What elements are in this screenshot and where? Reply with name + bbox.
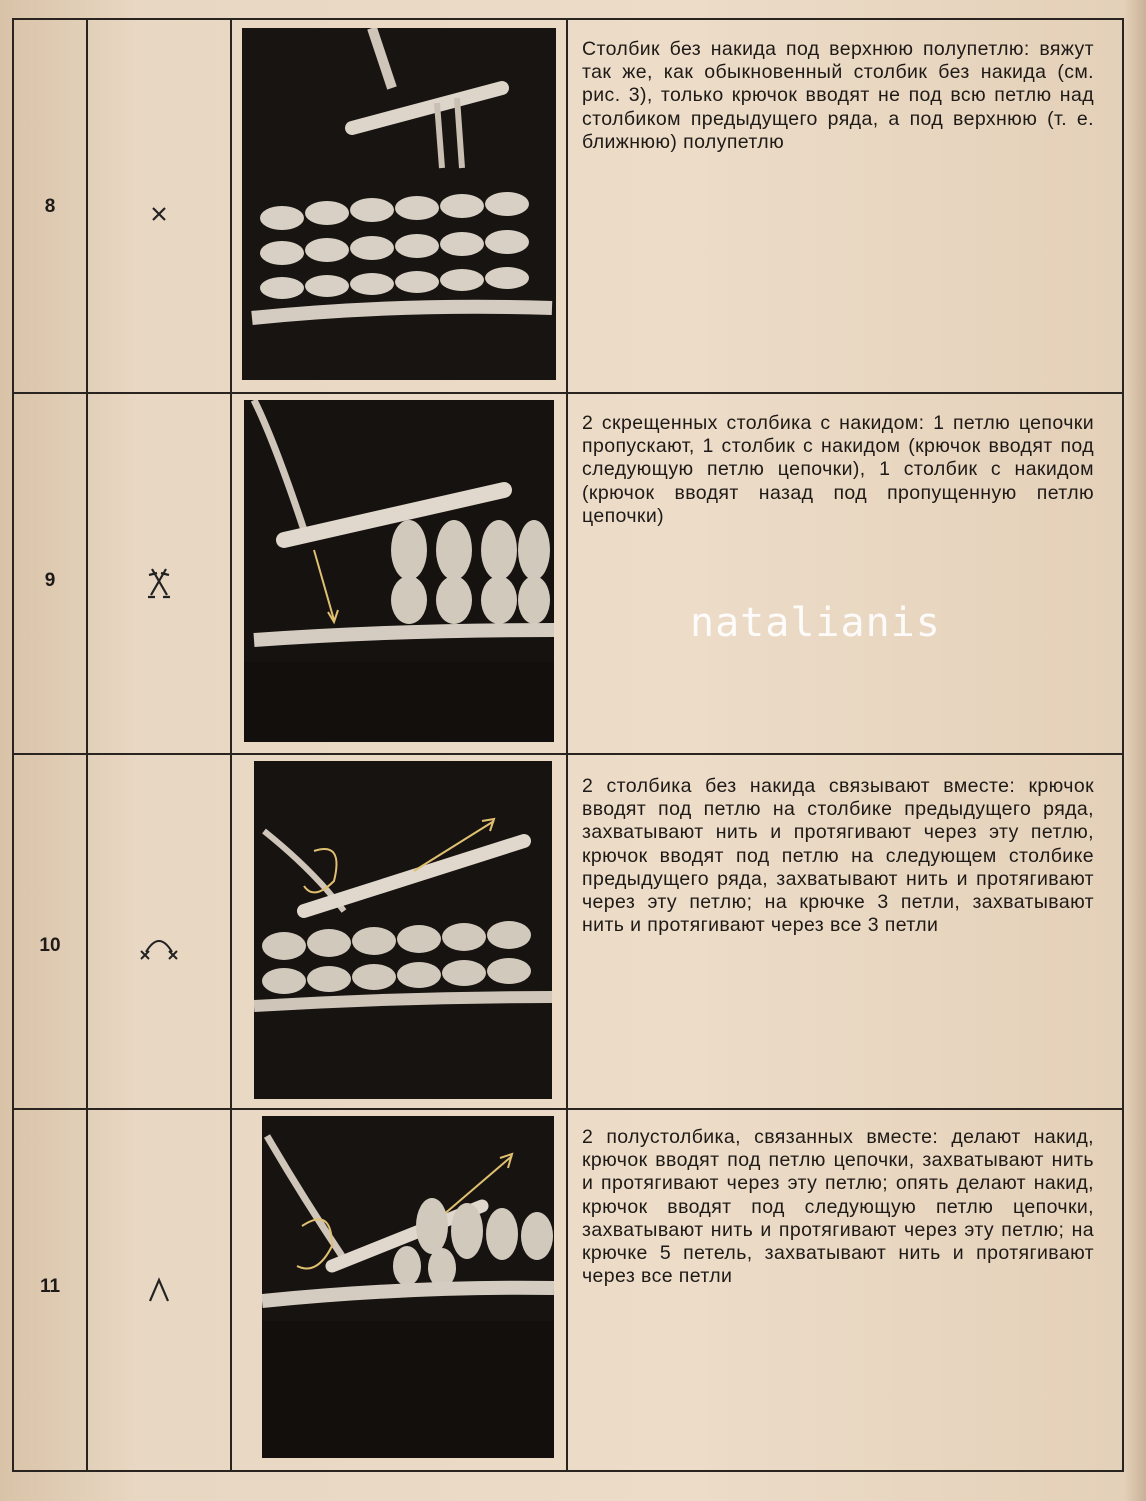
table-row <box>14 394 1122 753</box>
row-number: 10 <box>39 935 61 956</box>
stitch-photo <box>244 400 554 742</box>
stitch-description: 2 полустолбика, связанных вместе: делают накид, крючок вводят под петлю цепочки, захватывают нить и протягивают через эту петлю; опять делают накид, крючок вводят под следующую петлю цепочки, захватывают нить и протягивают через эту петлю; на крючке 5 петель, захватывают нить и протягивают через все петли <box>582 1126 1094 1288</box>
table-row <box>14 20 1122 392</box>
x-cross-icon <box>88 194 230 234</box>
watermark: natalianis <box>690 600 941 646</box>
stitch-description: Столбик без накида под верхнюю полупетлю: вяжут так же, как обыкновенный столбик без накида (см. рис. 3), только крючок вводят не под всю петлю над столбиком предыдущего ряда, а под верхнюю (т. е. ближнюю) полупетлю <box>582 38 1094 153</box>
crossed-double-icon <box>88 562 230 602</box>
stitch-description: 2 столбика без накида связывают вместе: крючок вводят под петлю на столбике предыдущего ряда, захватывают нить и протягивают через эту петлю, крючок вводят под петлю на следующем столбике предыдущего ряда, захватывают нить и протягивают через эту петлю; на крючке 3 петли, захватывают нить и протягивают через все 3 петли <box>582 775 1094 937</box>
stitch-photo <box>254 761 552 1099</box>
row-number: 8 <box>44 196 56 217</box>
lambda-icon <box>88 1270 230 1310</box>
row-number: 9 <box>44 570 56 591</box>
table-row <box>14 755 1122 1108</box>
page-edge <box>1124 0 1146 1501</box>
stitch-photo <box>242 28 556 380</box>
stitch-table <box>12 18 1124 1472</box>
table-row <box>14 1110 1122 1472</box>
arc-joined-x-icon <box>88 929 230 969</box>
row-number: 11 <box>39 1276 61 1297</box>
stitch-description: 2 скрещенных столбика с накидом: 1 петлю цепочки пропускают, 1 столбик с накидом (крючок вводят под следующую петлю цепочки), 1 столбик с накидом (крючок вводят назад под пропущенную петлю цепочки) <box>582 412 1094 527</box>
stitch-photo <box>262 1116 554 1458</box>
